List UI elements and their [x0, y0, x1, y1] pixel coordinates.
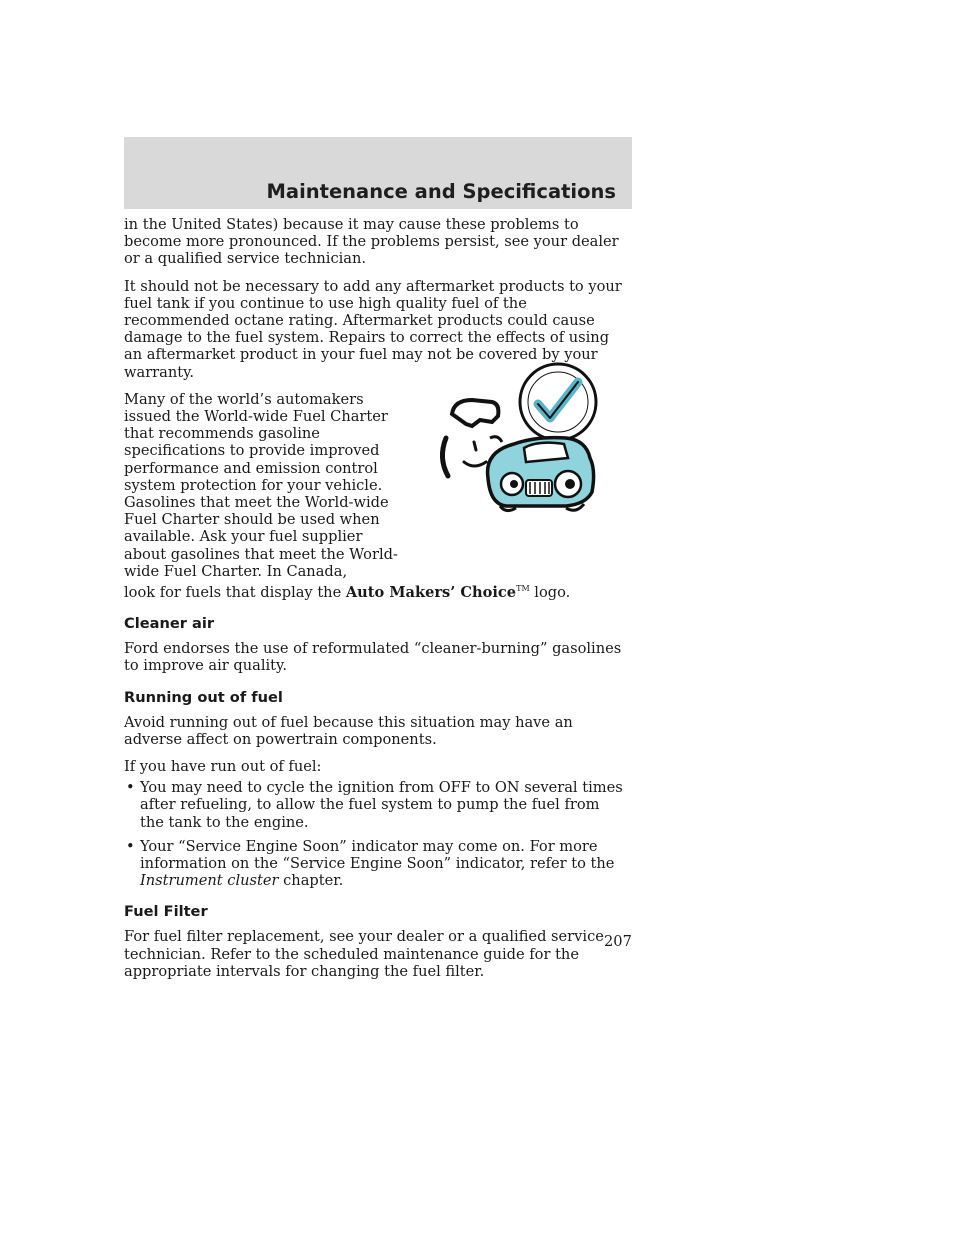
paragraph-continued: in the United States) because it may cause these problems to become more pronounced. If the problems persist, see your dealer or a qualified service technician. — [124, 216, 619, 268]
paragraph-aftermarket: It should not be necessary to add any aftermarket products to your fuel tank if you continue to use high quality fuel of the recommended octane rating. Aftermarket products could cause damage to the fuel system. Repairs to correct the effects of using an aftermarket product in your fuel may not be covered by your warranty. — [124, 277, 622, 381]
header-title: Maintenance and Specifications — [266, 180, 616, 203]
fuel-charter-end-suffix: logo. — [534, 583, 571, 601]
bullet-text-end: chapter. — [283, 872, 344, 890]
auto-makers-choice-logo — [426, 358, 606, 518]
fuel-charter-end-prefix: look for fuels that display the — [124, 583, 342, 601]
bullet-text: You may need to cycle the ignition from OFF to ON several times after refueling, to allow the fuel system to pump the fuel from the tank to the engine. — [140, 779, 623, 831]
heading-running-out-of-fuel: Running out of fuel — [124, 688, 283, 706]
paragraph-fuel-filter: For fuel filter replacement, see your dealer or a qualified service technician. Refer to the scheduled maintenance guide for the appropriate intervals for changing the fuel filter. — [124, 928, 604, 980]
paragraph-running-out: Avoid running out of fuel because this situation may have an adverse affect on powertrain components. — [124, 713, 573, 748]
run-out-bullet-list — [124, 779, 624, 889]
bullet-symbol: • — [126, 779, 135, 797]
header-band — [124, 137, 632, 209]
heading-cleaner-air: Cleaner air — [124, 615, 215, 633]
heading-fuel-filter: Fuel Filter — [124, 903, 208, 921]
fuel-charter-text: Many of the world’s automakers issued the World-wide Fuel Charter that recommends gasoline specifications to provide improved performance and emission control system protection for your vehicle. Gasolines that meet the World-wide Fuel Charter should be used when available. Ask your fuel supplier about gasolines that meet the World-wide Fuel Charter. In Canada, — [124, 390, 398, 580]
bullet-text: Your “Service Engine Soon” indicator may come on. For more information on the “Service Engine Soon” indicator, refer to the — [140, 837, 615, 872]
list-item — [124, 838, 624, 890]
list-item — [124, 779, 624, 831]
bullet-symbol: • — [126, 837, 135, 855]
page-number: 207 — [604, 933, 632, 950]
paragraph-cleaner-air: Ford endorses the use of reformulated “cleaner-burning” gasolines to improve air quality. — [124, 640, 622, 675]
page-content — [124, 216, 624, 990]
trademark-symbol: TM — [516, 584, 530, 594]
paragraph-if-run-out: If you have run out of fuel: — [124, 757, 322, 775]
instrument-cluster-reference: Instrument cluster — [140, 872, 279, 890]
auto-makers-choice-name: Auto Makers’ Choice — [345, 583, 517, 601]
